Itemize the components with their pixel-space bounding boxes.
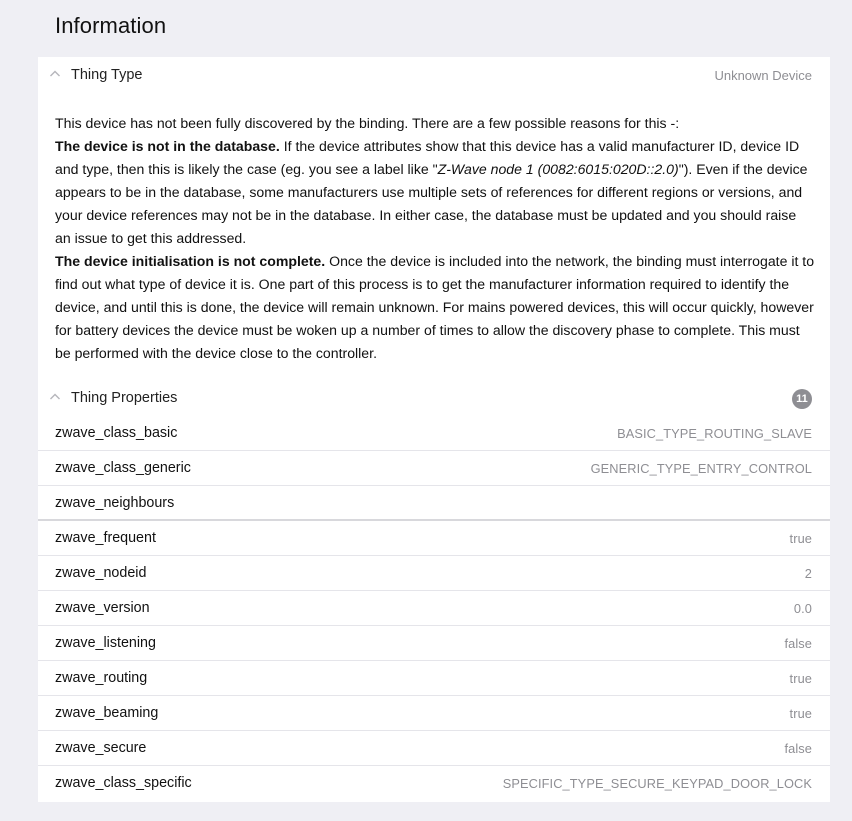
thing-properties-list xyxy=(38,416,830,801)
property-value: GENERIC_TYPE_ENTRY_CONTROL xyxy=(590,461,812,476)
property-row xyxy=(38,766,830,801)
info-reason-database xyxy=(55,135,815,250)
property-name: zwave_secure xyxy=(55,740,147,756)
thing-properties-accordion-header[interactable] xyxy=(38,380,830,416)
chevron-up-icon xyxy=(48,390,62,404)
property-name: zwave_frequent xyxy=(55,530,156,546)
property-row xyxy=(38,556,830,591)
info-reason-initialisation-title: The device initialisation is not complete. xyxy=(55,253,326,269)
property-value: BASIC_TYPE_ROUTING_SLAVE xyxy=(617,426,812,441)
block-title: Information xyxy=(55,13,167,38)
thing-type-value: Unknown Device xyxy=(714,68,812,83)
property-value: true xyxy=(789,706,812,721)
property-name: zwave_routing xyxy=(55,670,148,686)
property-value: false xyxy=(784,741,812,756)
info-reason-database-title: The device is not in the database. xyxy=(55,138,280,154)
property-row xyxy=(38,451,830,486)
info-reason-database-text-b: "). Even if the device appears to be in the database, some manufacturers use multiple sets of references for different regions or versions, and your device references may not be in the database. In either case, the database must be updated and you should raise an issue to get this addressed. xyxy=(55,161,808,246)
property-count-badge: 11 xyxy=(792,389,812,409)
property-row xyxy=(38,486,830,521)
property-name: zwave_class_basic xyxy=(55,425,178,441)
info-reason-initialisation-text: Once the device is included into the network, the binding must interrogate it to find out what type of device it is. One part of this process is to get the manufacturer information required to identify the device, and until this is done, the device will remain unknown. For mains powered devices, this will occur quickly, however for battery devices the device must be woken up a number of times to allow the discovery phase to complete. This must be performed with the device close to the controller. xyxy=(55,253,815,361)
property-name: zwave_neighbours xyxy=(55,495,175,511)
info-intro: This device has not been fully discovered by the binding. There are a few possible reasons for this -: xyxy=(55,115,680,131)
property-row xyxy=(38,416,830,451)
property-row xyxy=(38,696,830,731)
property-row xyxy=(38,661,830,696)
property-name: zwave_nodeid xyxy=(55,565,147,581)
thing-type-accordion-header[interactable] xyxy=(38,57,830,93)
info-reason-database-text-a: If the device attributes show that this device has a valid manufacturer ID, device ID and type, then this is likely the case (eg. you see a label like " xyxy=(55,138,800,177)
property-name: zwave_class_generic xyxy=(55,460,191,476)
property-row xyxy=(38,591,830,626)
property-name: zwave_version xyxy=(55,600,150,616)
property-value: false xyxy=(784,636,812,651)
property-value: 0.0 xyxy=(793,601,812,616)
property-name: zwave_class_specific xyxy=(55,775,192,791)
thing-type-label: Thing Type xyxy=(71,67,143,83)
property-name: zwave_beaming xyxy=(55,705,159,721)
property-row xyxy=(38,731,830,766)
info-reason-initialisation xyxy=(55,250,815,365)
property-value: true xyxy=(789,531,812,546)
info-reason-database-example: Z-Wave node 1 (0082:6015:020D::2.0) xyxy=(437,161,679,177)
discovery-info-text xyxy=(55,112,815,365)
property-value: true xyxy=(789,671,812,686)
chevron-up-icon xyxy=(48,67,62,81)
property-row xyxy=(38,521,830,556)
information-card xyxy=(38,57,830,802)
property-value: 2 xyxy=(804,566,812,581)
property-name: zwave_listening xyxy=(55,635,156,651)
property-row xyxy=(38,626,830,661)
thing-properties-label: Thing Properties xyxy=(71,390,178,406)
property-value: SPECIFIC_TYPE_SECURE_KEYPAD_DOOR_LOCK xyxy=(502,776,812,791)
